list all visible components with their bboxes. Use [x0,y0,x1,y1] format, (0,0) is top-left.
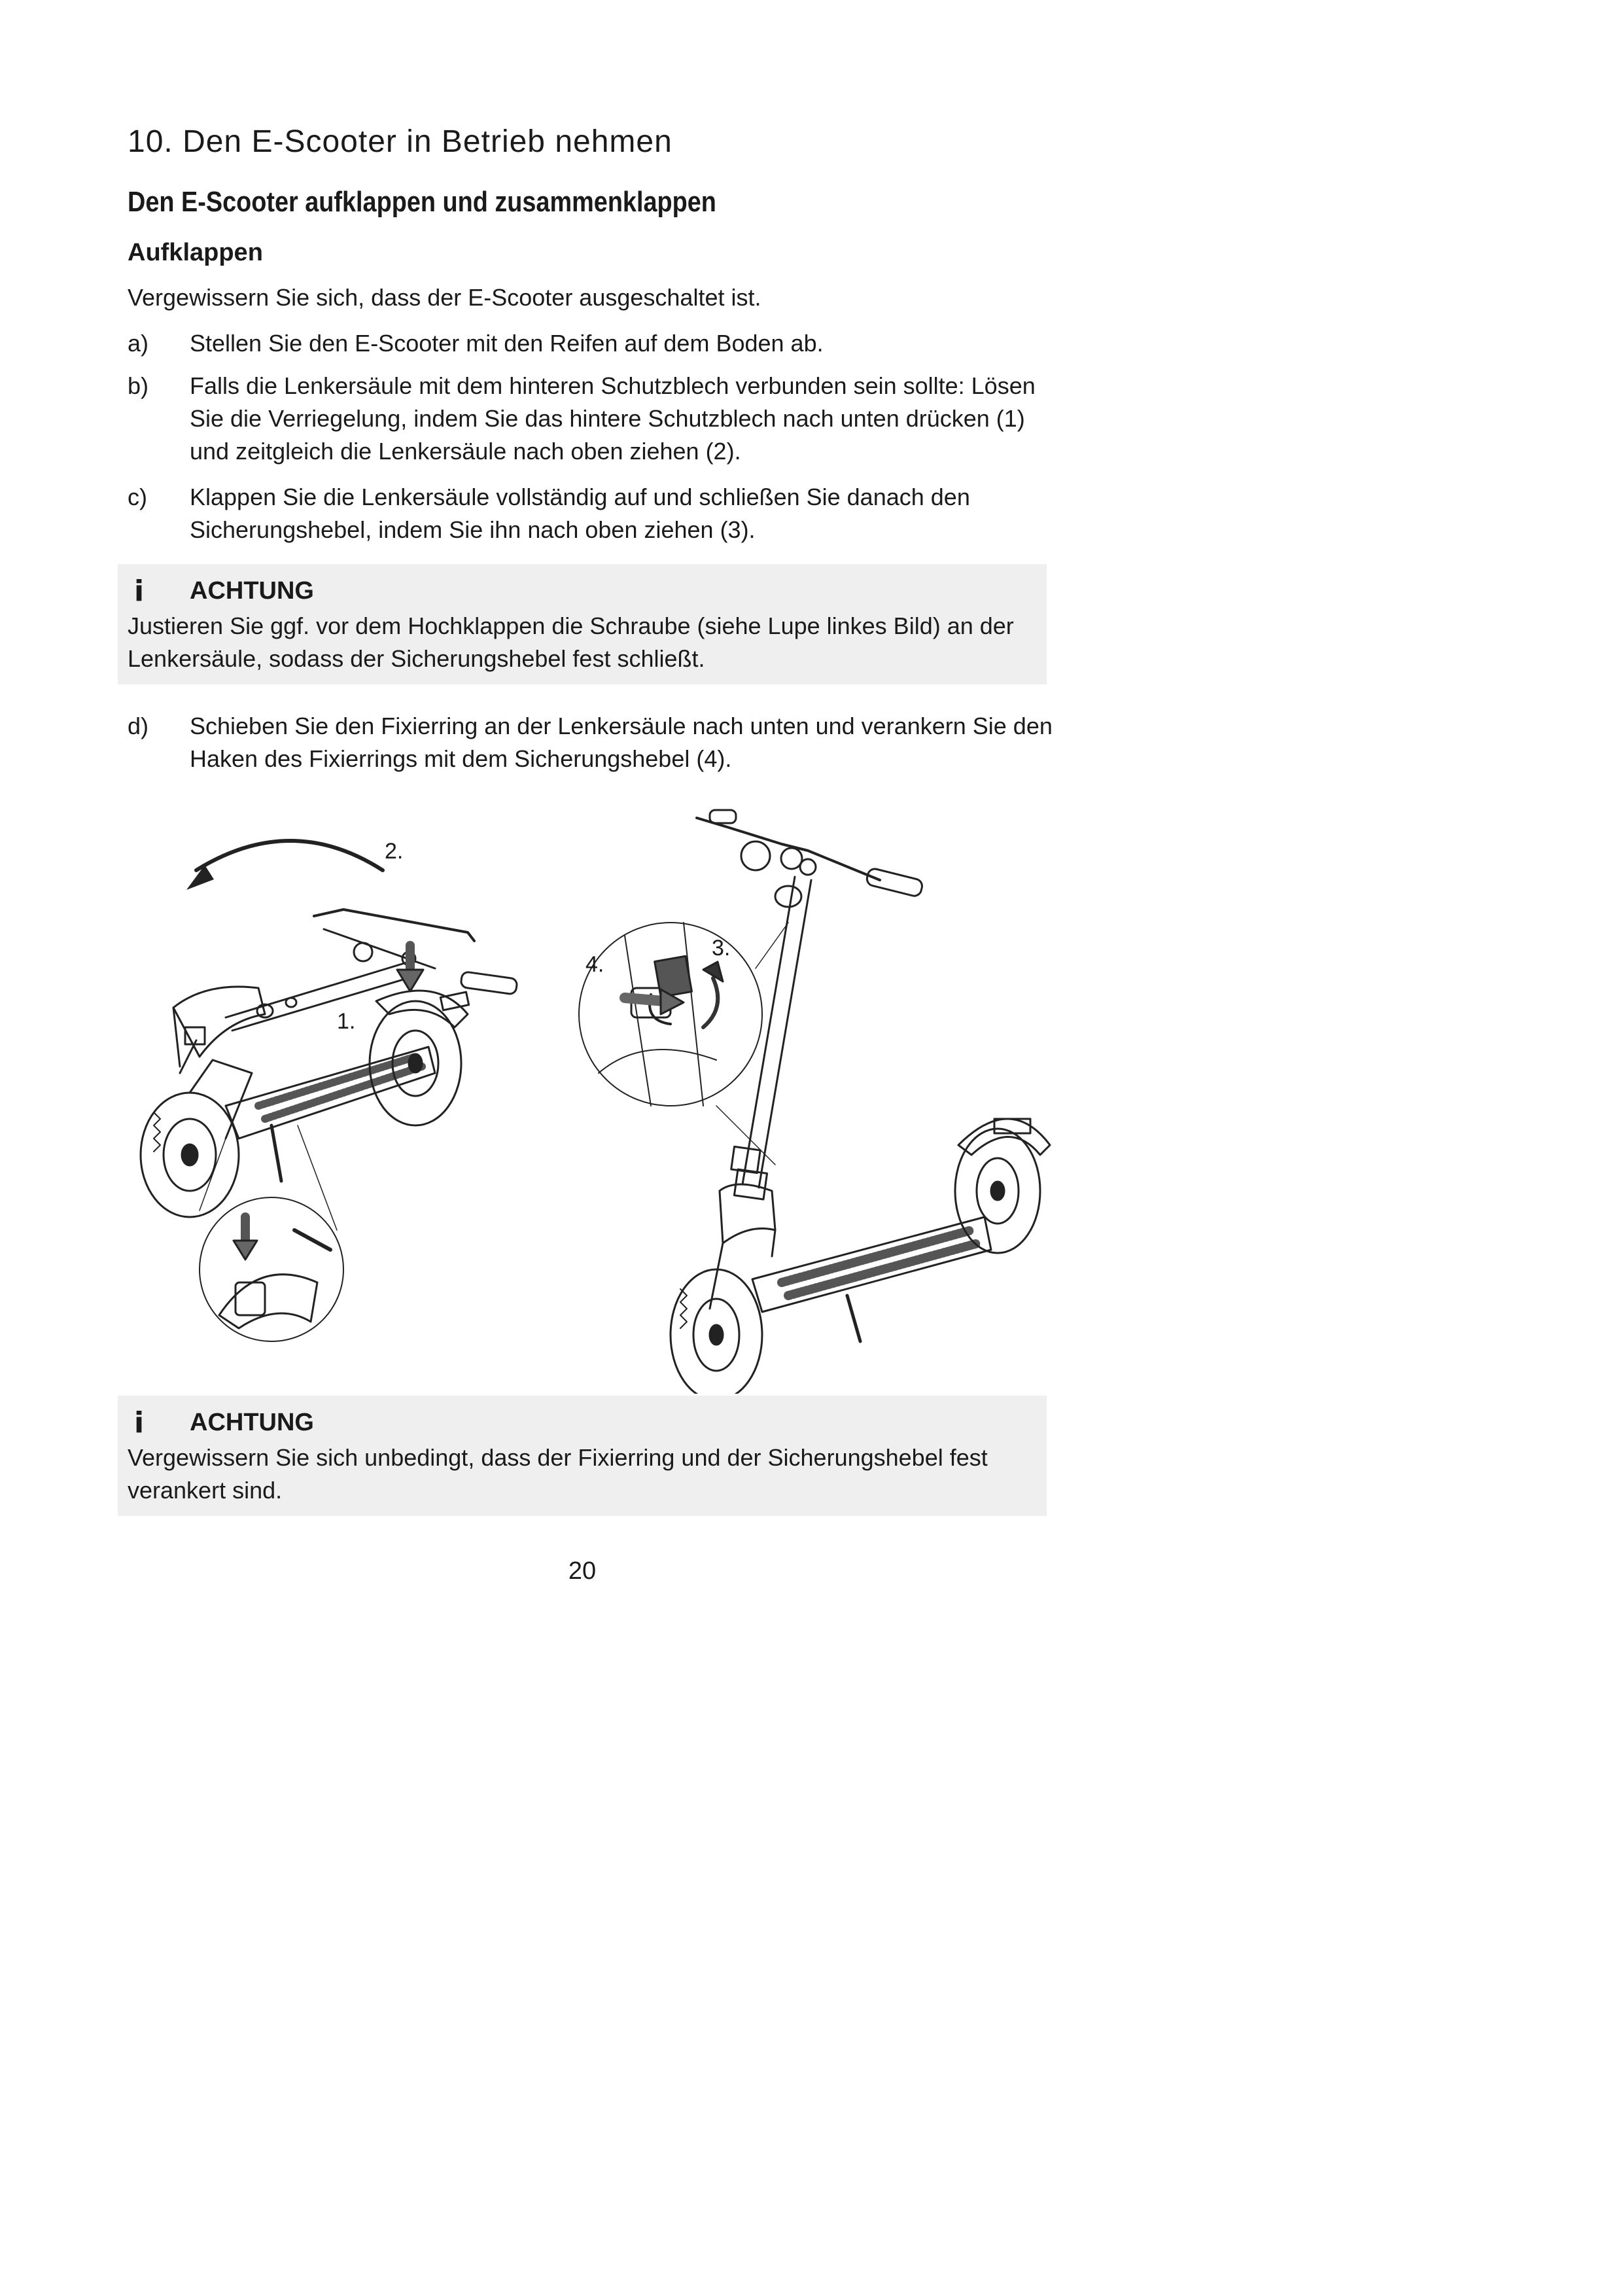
notice-text: Justieren Sie ggf. vor dem Hochklappen die Schraube (siehe Lupe linkes Bild) an der Lenkersäule, sodass der Sicherungshebel fest schließt. [128,612,1014,672]
step-text: Falls die Lenkersäule mit dem hinteren Schutzblech verbunden sein sollte: Lösen Sie die Verriegelung, indem Sie das hintere Schutzblech nach unten drücken (1) und zeitgleich die Lenkersäule nach oben ziehen (2). [190,372,1036,465]
folded-scooter [141,839,517,1341]
notice-box [118,564,1047,684]
callout-3: 3. [712,936,731,961]
step-c [128,481,1056,546]
scooter-illustration [128,798,1056,1394]
step-b [128,370,1056,468]
page-number: 20 [568,1557,597,1585]
section-heading: 10. Den E-Scooter in Betrieb nehmen [128,124,672,159]
notice-text: Vergewissern Sie sich unbedingt, dass der Fixierring und der Sicherungshebel fest verankert sind. [128,1444,988,1504]
callout-2: 2. [385,839,404,864]
info-icon: i [134,1406,145,1439]
upright-scooter [579,810,1050,1394]
notice-box [118,1396,1047,1516]
step-d [128,710,1056,775]
step-a [128,327,1056,360]
notice-title: ACHTUNG [190,1409,314,1436]
step-letter: c) [128,484,147,510]
step-text: Klappen Sie die Lenkersäule vollständig auf und schließen Sie danach den Sicherungshebel, indem Sie ihn nach oben ziehen (3). [190,484,970,543]
notice-title: ACHTUNG [190,577,314,605]
step-letter: b) [128,372,149,399]
intro-text: Vergewissern Sie sich, dass der E-Scooter ausgeschaltet ist. [128,284,761,311]
callout-1: 1. [337,1009,356,1034]
label-heading: Aufklappen [128,239,263,266]
fold-arrow [196,841,383,870]
info-icon: i [134,574,145,608]
step-text: Stellen Sie den E-Scooter mit den Reifen auf dem Boden ab. [190,330,824,357]
step-letter: a) [128,330,149,357]
step-letter: d) [128,713,149,739]
step-text: Schieben Sie den Fixierring an der Lenkersäule nach unten und verankern Sie den Haken des Fixierrings mit dem Sicherungshebel (4). [190,713,1053,772]
callout-4: 4. [585,952,604,977]
sub-heading: Den E-Scooter aufklappen und zusammenklappen [128,186,716,218]
